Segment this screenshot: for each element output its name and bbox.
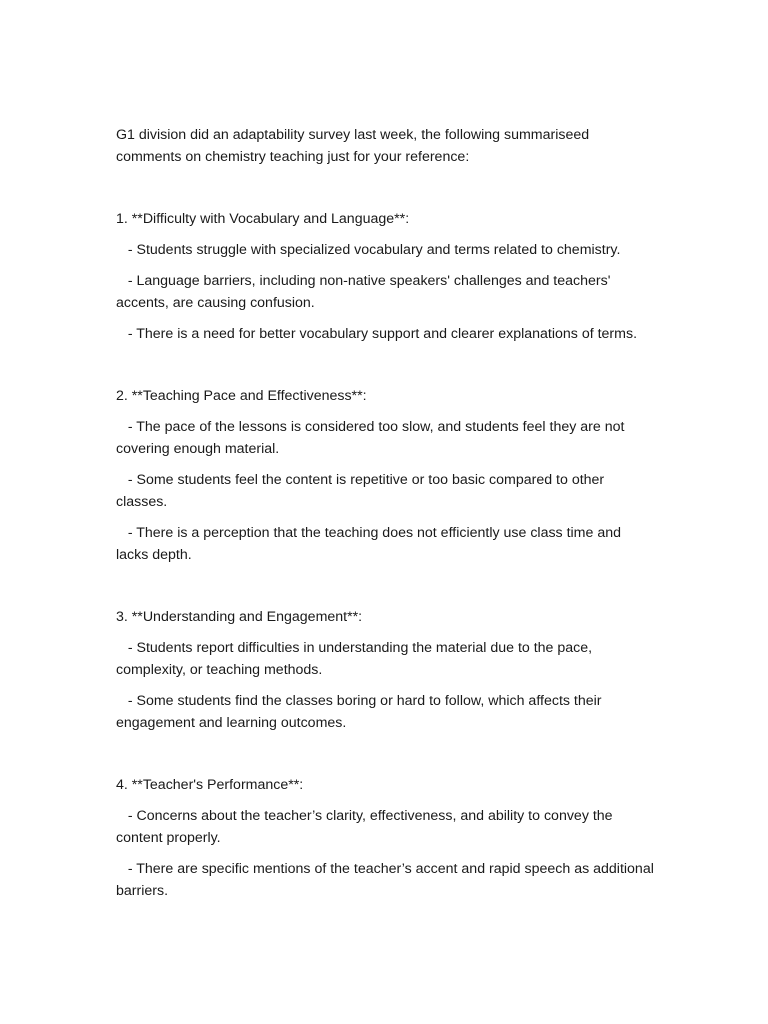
section-teacher-performance <box>116 774 656 902</box>
bullet-item: - There is a perception that the teaching does not efficiently use class time and lacks depth. <box>116 525 625 563</box>
intro-paragraph: G1 division did an adaptability survey last week, the following summariseed comments on chemistry teaching just for your reference: <box>116 127 590 165</box>
bullet-item: - Some students feel the content is repetitive or too basic compared to other classes. <box>116 472 609 510</box>
section-heading: 2. **Teaching Pace and Effectiveness**: <box>116 388 367 404</box>
section-heading: 3. **Understanding and Engagement**: <box>116 609 363 625</box>
section-understanding-engagement <box>116 606 656 734</box>
section-teaching-pace <box>116 385 656 566</box>
bullet-item: - Concerns about the teacher’s clarity, effectiveness, and ability to convey the content properly. <box>116 808 617 846</box>
bullet-item: - The pace of the lessons is considered too slow, and students feel they are not covering enough material. <box>116 419 629 457</box>
document-page <box>116 124 656 902</box>
bullet-item: - There is a need for better vocabulary support and clearer explanations of terms. <box>116 326 638 342</box>
bullet-item: - There are specific mentions of the teacher’s accent and rapid speech as additional barriers. <box>116 861 658 899</box>
bullet-item: - Some students find the classes boring or hard to follow, which affects their engagement and learning outcomes. <box>116 693 606 731</box>
bullet-item: - Students struggle with specialized vocabulary and terms related to chemistry. <box>116 242 621 258</box>
bullet-item: - Students report difficulties in understanding the material due to the pace, complexity, or teaching methods. <box>116 640 597 678</box>
section-heading: 4. **Teacher's Performance**: <box>116 777 304 793</box>
section-heading: 1. **Difficulty with Vocabulary and Language**: <box>116 211 410 227</box>
section-vocabulary-language <box>116 208 656 345</box>
bullet-item: - Language barriers, including non-native speakers' challenges and teachers' accents, are causing confusion. <box>116 273 615 311</box>
